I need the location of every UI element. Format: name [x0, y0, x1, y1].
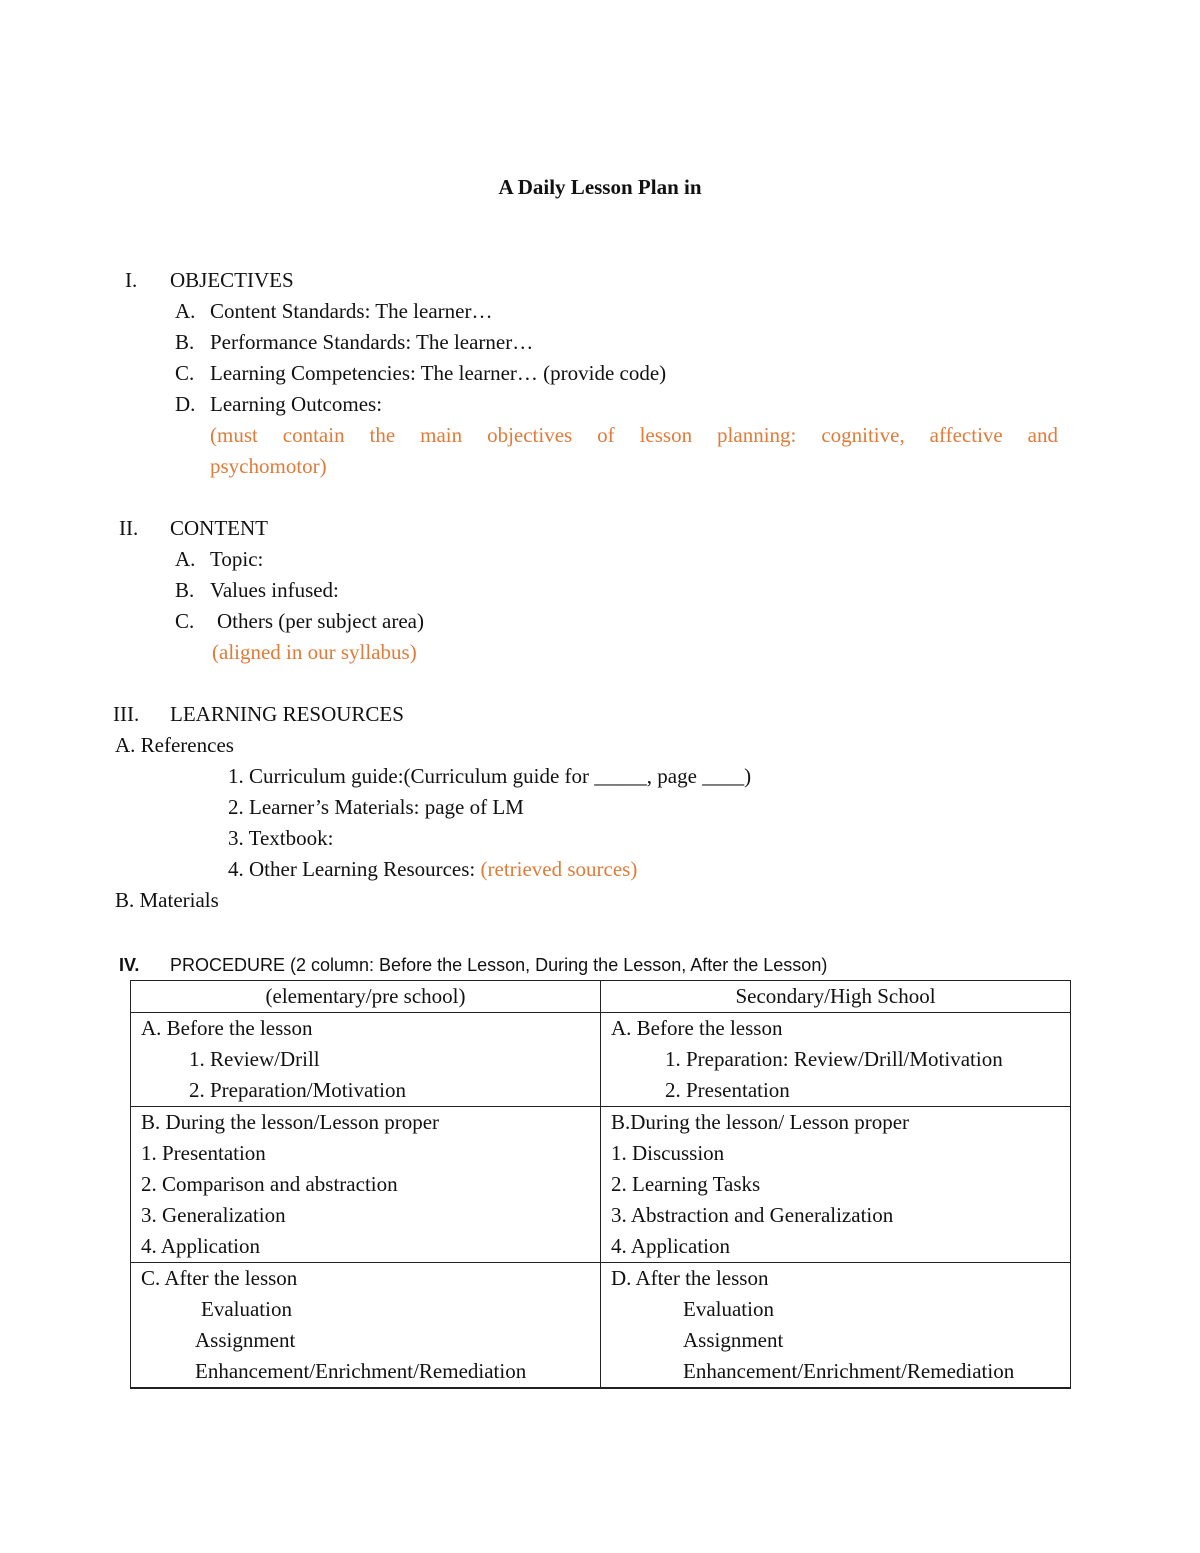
list-item: 1. Discussion: [611, 1141, 725, 1165]
objectives-note-line1: (must contain the main objectives of lesson planning: cognitive, affective and: [210, 423, 1058, 447]
list-item: 2. Learning Tasks: [611, 1172, 761, 1196]
objective-letter: A.: [175, 299, 196, 323]
list-item: Enhancement/Enrichment/Remediation: [195, 1359, 527, 1383]
table-row-during: [131, 1107, 1071, 1263]
cell-after-elementary: [131, 1263, 601, 1389]
section-numeral-iv: IV.: [119, 955, 140, 975]
section-heading-content: CONTENT: [170, 516, 268, 540]
list-item: C. After the lesson: [141, 1266, 298, 1290]
list-item: 3. Abstraction and Generalization: [611, 1203, 894, 1227]
list-item: D. After the lesson: [611, 1266, 769, 1290]
table-row-before: [131, 1013, 1071, 1107]
content-topic: Topic:: [210, 547, 264, 571]
column-header-elementary: (elementary/pre school): [131, 981, 601, 1013]
list-item: 1. Presentation: [141, 1141, 266, 1165]
objective-letter: D.: [175, 392, 196, 416]
objectives-note-line2: psychomotor): [210, 454, 327, 478]
procedure-table-header: [131, 981, 1071, 1013]
content-letter: C.: [175, 609, 195, 633]
cell-after-secondary: [601, 1263, 1071, 1389]
objective-learning-competencies: Learning Competencies: The learner… (provide code): [210, 361, 667, 385]
content-others: Others (per subject area): [217, 609, 424, 633]
reference-curriculum-guide: 1. Curriculum guide:(Curriculum guide for _____, page ____): [228, 764, 752, 788]
table-row-after: [131, 1263, 1071, 1389]
cell-before-elementary: [131, 1013, 601, 1107]
list-item: Evaluation: [201, 1297, 292, 1321]
reference-other-label: 4. Other Learning Resources:: [228, 857, 481, 881]
objective-letter: C.: [175, 361, 195, 385]
content-note: (aligned in our syllabus): [212, 640, 417, 664]
content-values-infused: Values infused:: [210, 578, 339, 602]
objective-content-standards: Content Standards: The learner…: [210, 299, 493, 323]
list-item: Assignment: [195, 1328, 296, 1352]
reference-other-resources: [228, 854, 637, 885]
reference-learners-materials: 2. Learner’s Materials: page of LM: [228, 795, 524, 819]
list-item: Assignment: [683, 1328, 784, 1352]
list-item: B.During the lesson/ Lesson proper: [611, 1110, 910, 1134]
list-item: 3. Generalization: [141, 1203, 286, 1227]
section-heading-learning-resources: LEARNING RESOURCES: [170, 702, 404, 726]
reference-other-note: (retrieved sources): [480, 857, 638, 881]
list-item: 1. Preparation: Review/Drill/Motivation: [665, 1047, 1003, 1071]
reference-textbook: 3. Textbook:: [228, 826, 334, 850]
content-letter: B.: [175, 578, 195, 602]
section-numeral-iii: III.: [113, 702, 140, 726]
list-item: 4. Application: [611, 1234, 730, 1258]
objective-performance-standards: Performance Standards: The learner…: [210, 330, 534, 354]
list-item: 2. Comparison and abstraction: [141, 1172, 398, 1196]
list-item: 1. Review/Drill: [189, 1047, 320, 1071]
cell-during-secondary: [601, 1107, 1071, 1263]
section-heading-procedure: PROCEDURE (2 column: Before the Lesson, During the Lesson, After the Lesson): [170, 955, 828, 975]
section-numeral-i: I.: [125, 268, 138, 292]
page-title: A Daily Lesson Plan in: [498, 175, 702, 199]
references-label: A. References: [115, 733, 234, 757]
column-header-secondary: Secondary/High School: [601, 981, 1071, 1013]
cell-during-elementary: [131, 1107, 601, 1263]
list-item: B. During the lesson/Lesson proper: [141, 1110, 440, 1134]
procedure-table: [130, 980, 1071, 1389]
list-item: A. Before the lesson: [611, 1016, 783, 1040]
list-item: 4. Application: [141, 1234, 260, 1258]
objective-learning-outcomes: Learning Outcomes:: [210, 392, 383, 416]
content-letter: A.: [175, 547, 196, 571]
list-item: 2. Preparation/Motivation: [189, 1078, 406, 1102]
list-item: Evaluation: [683, 1297, 774, 1321]
section-numeral-ii: II.: [119, 516, 139, 540]
cell-before-secondary: [601, 1013, 1071, 1107]
objective-letter: B.: [175, 330, 195, 354]
materials-label: B. Materials: [115, 888, 219, 912]
list-item: 2. Presentation: [665, 1078, 790, 1102]
list-item: A. Before the lesson: [141, 1016, 313, 1040]
section-heading-objectives: OBJECTIVES: [170, 268, 294, 292]
list-item: Enhancement/Enrichment/Remediation: [683, 1359, 1015, 1383]
